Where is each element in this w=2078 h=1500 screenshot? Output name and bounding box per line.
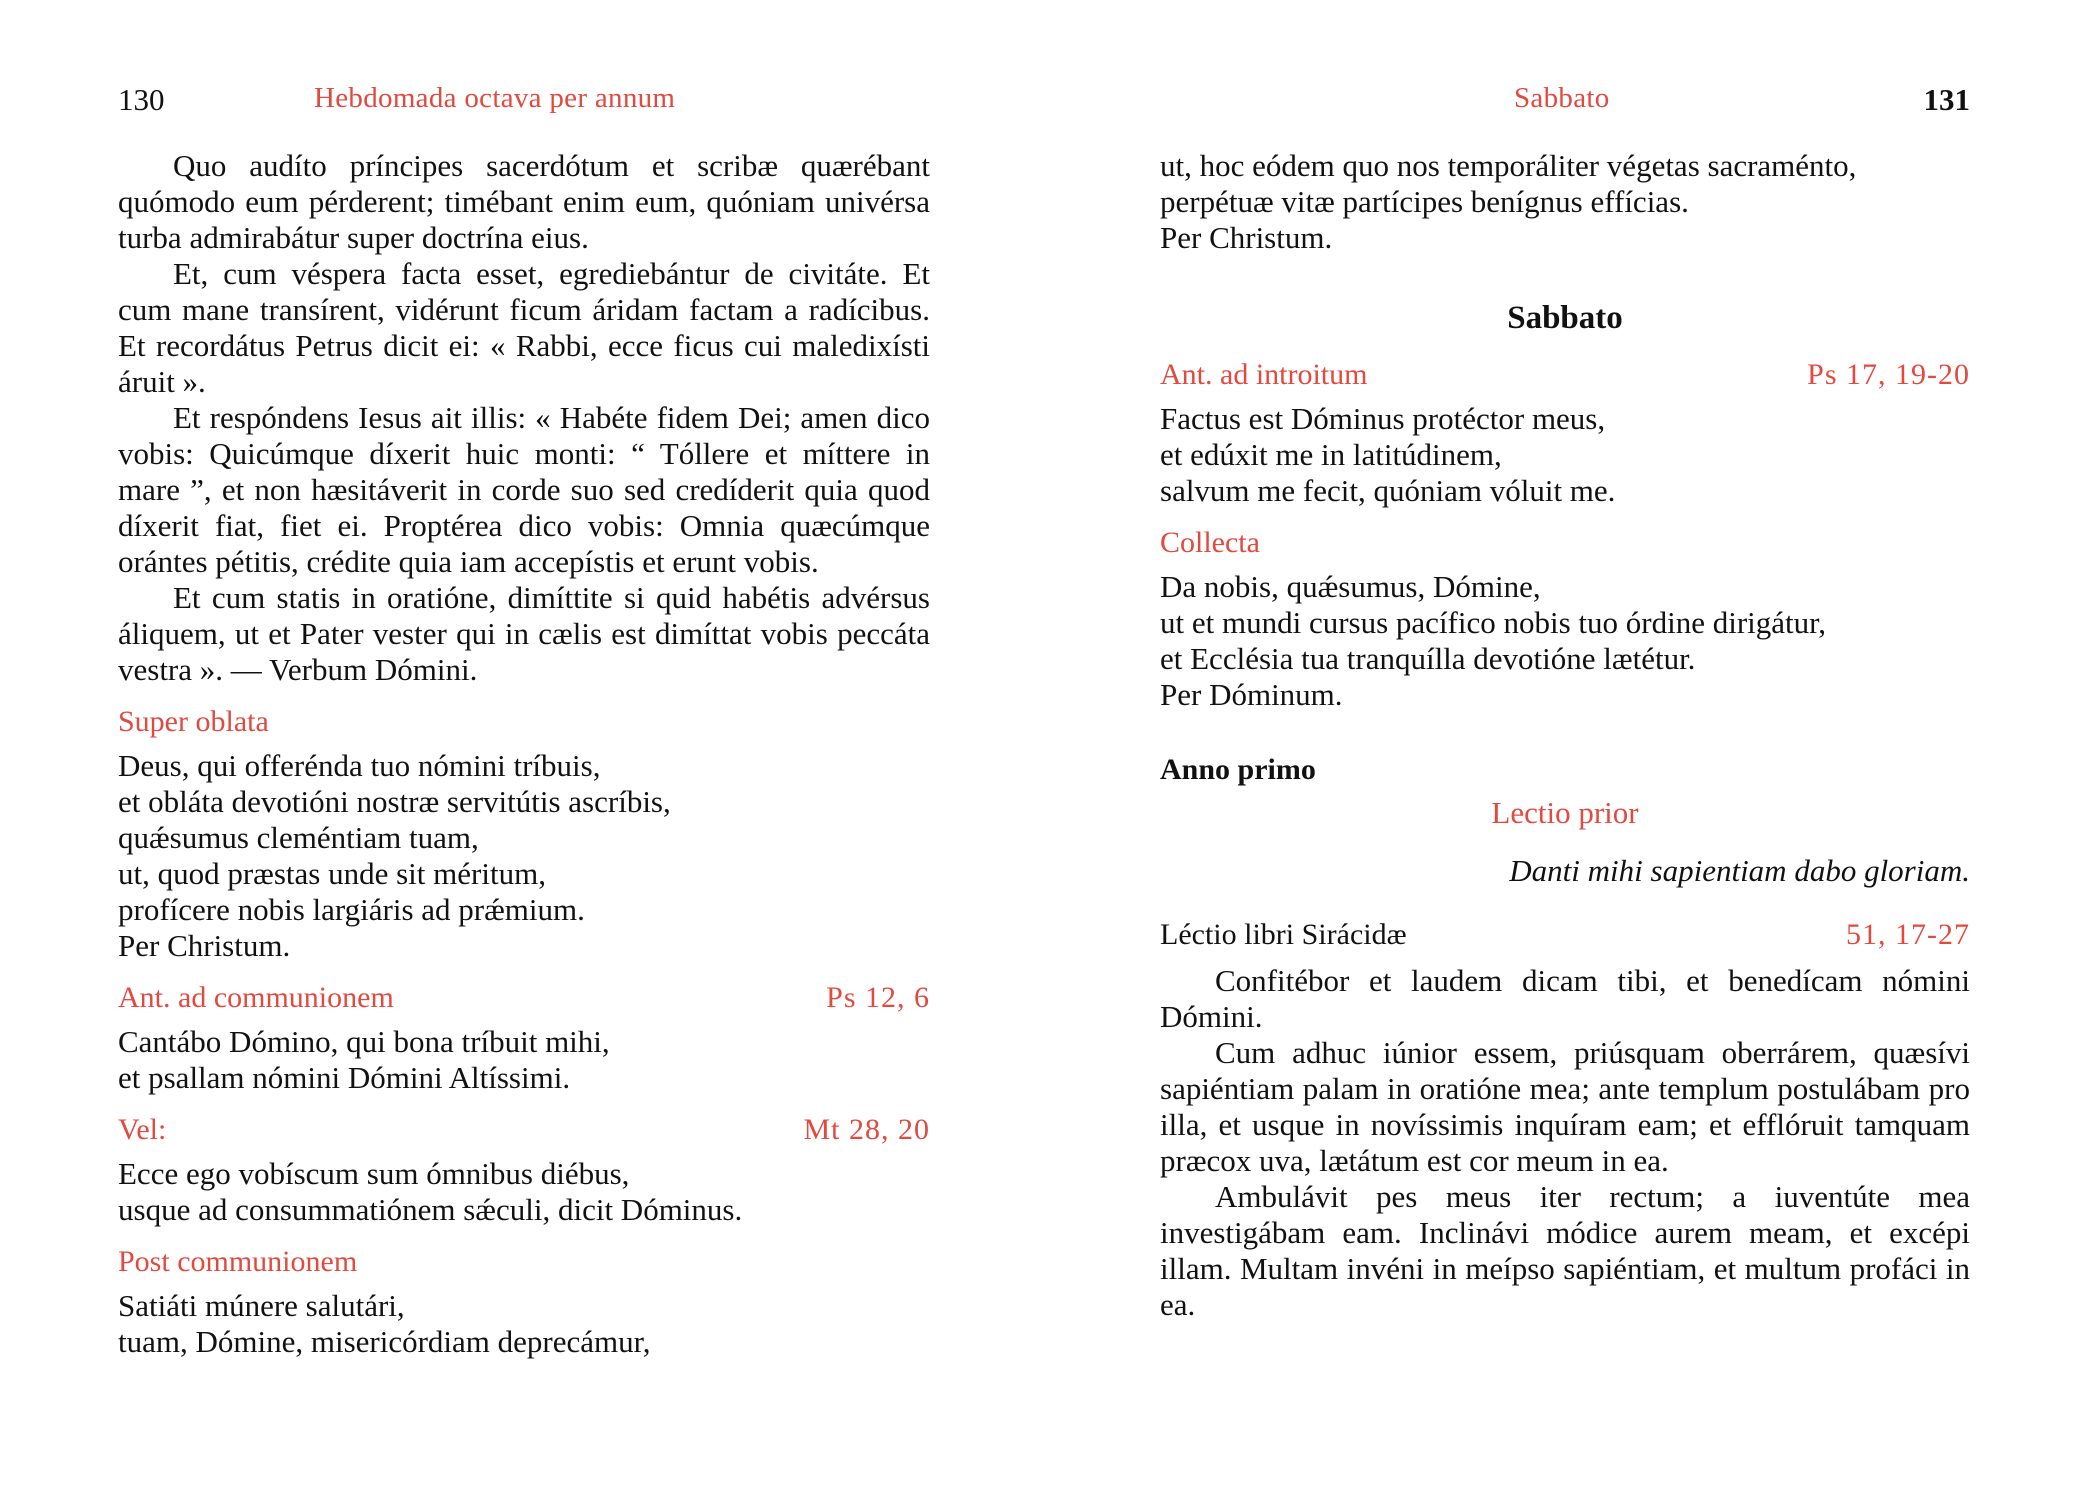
prayer-line: Satiáti múnere salutári, — [118, 1288, 405, 1323]
prayer-line: ut, hoc eódem quo nos temporáliter végetas sacraménto, — [1160, 148, 1857, 183]
super-oblata-text — [118, 748, 930, 964]
reading-paragraph: Cum adhuc iúnior essem, priúsquam oberrárem, quæsívi sapiéntiam palam in oratióne mea; ante templum postulábam pro illa, et usque in novíssimis inquíram eam; et efflóruit tamquam præcox uva, lætátum est cor meum in ea. — [1160, 1035, 1970, 1178]
vel-label: Vel: — [118, 1113, 167, 1146]
day-title: Sabbato — [1507, 300, 1623, 336]
reading-title: Léctio libri Sirácidæ — [1160, 918, 1407, 951]
prayer-line: Per Christum. — [1160, 220, 1333, 255]
running-head-right — [1160, 82, 1970, 132]
prayer-line: tuam, Dómine, misericórdiam deprecámur, — [118, 1324, 651, 1359]
gospel-paragraph: Et, cum véspera facta esset, egrediebántur de civitáte. Et cum mane transírent, vidérunt ficum áridam factam a radícibus. Et recordátus Petrus dicit ei: « Rabbi, ecce ficus cui maledixísti áruit ». — [118, 256, 930, 399]
collecta-label: Collecta — [1160, 526, 1260, 559]
left-page — [118, 0, 930, 1500]
reading-ref: 51, 17-27 — [1846, 918, 1970, 951]
prayer-line: perpétuæ vitæ partícipes benígnus effícias. — [1160, 184, 1689, 219]
prayer-line: Da nobis, quǽsumus, Dómine, — [1160, 569, 1541, 604]
anno-primo-heading: Anno primo — [1160, 753, 1316, 786]
post-communionem-label: Post communionem — [118, 1245, 358, 1278]
reading-paragraph: Confitébor et laudem dicam tibi, et benedícam nómini Dómini. — [1160, 963, 1970, 1034]
antiphon-line: Factus est Dóminus protéctor meus, — [1160, 401, 1606, 436]
antiphon-line: et psallam nómini Dómini Altíssimi. — [118, 1060, 571, 1095]
page-number-right: 131 — [1923, 82, 1970, 117]
gospel-paragraph: Et cum statis in oratióne, dimíttite si quid habétis advérsus áliquem, ut et Pater vester qui in cælis est dimíttat vobis peccáta vestra ». — Verbum Dómini. — [118, 580, 930, 687]
right-page — [1160, 0, 1970, 1500]
prayer-line: ut et mundi cursus pacífico nobis tuo órdine dirigátur, — [1160, 605, 1826, 640]
antiphon-line: usque ad consummatiónem sǽculi, dicit Dóminus. — [118, 1192, 743, 1227]
prayer-line: ut, quod præstas unde sit méritum, — [118, 856, 546, 891]
collecta-text — [1160, 569, 1970, 713]
reading-paragraph: Ambulávit pes meus iter rectum; a iuventúte mea investigábam eam. Inclinávi módice aurem meam, et excépi illam. Multam invéni in meípso sapiéntiam, et multum profáci in ea. — [1160, 1179, 1970, 1322]
left-content — [118, 148, 930, 1360]
prayer-line: Per Dóminum. — [1160, 677, 1343, 712]
prayer-line: et Ecclésia tua tranquílla devotióne lætétur. — [1160, 641, 1696, 676]
super-oblata-label: Super oblata — [118, 705, 269, 738]
post-communionem-text — [118, 1288, 930, 1360]
ant-introitum-text — [1160, 401, 1970, 509]
vel-heading — [118, 1112, 930, 1148]
prayer-line: Per Christum. — [118, 928, 291, 963]
ant-communionem-label: Ant. ad communionem — [118, 981, 394, 1014]
antiphon-line: Ecce ego vobíscum sum ómnibus diébus, — [118, 1156, 630, 1191]
vel-text — [118, 1156, 930, 1228]
ant-communionem-text — [118, 1024, 930, 1096]
ant-introitum-heading — [1160, 357, 1970, 393]
continuation-text — [1160, 148, 1970, 256]
prayer-line: quǽsumus cleméntiam tuam, — [118, 820, 479, 855]
antiphon-line: et edúxit me in latitúdinem, — [1160, 437, 1502, 472]
right-content — [1160, 148, 1970, 1323]
antiphon-line: salvum me fecit, quóniam vóluit me. — [1160, 473, 1616, 508]
ant-introitum-label: Ant. ad introitum — [1160, 358, 1368, 391]
reading-heading — [1160, 917, 1970, 953]
ant-communionem-heading — [118, 980, 930, 1016]
lectio-prior-heading: Lectio prior — [1491, 795, 1639, 830]
running-head-left — [118, 82, 930, 132]
ant-communionem-ref: Ps 12, 6 — [826, 981, 930, 1014]
gospel-paragraph: Quo audíto príncipes sacerdótum et scribæ quærébant quómodo eum pérderent; timébant enim eum, quóniam univérsa turba admirabátur super doctrína eius. — [118, 148, 930, 255]
antiphon-line: Cantábo Dómino, qui bona tríbuit mihi, — [118, 1024, 610, 1059]
page-number-left: 130 — [118, 82, 165, 117]
vel-ref: Mt 28, 20 — [803, 1113, 930, 1146]
running-head-title-left: Hebdomada octava per annum — [314, 82, 676, 114]
running-head-title-right: Sabbato — [1514, 82, 1610, 114]
prayer-line: Deus, qui offerénda tuo nómini tríbuis, — [118, 748, 601, 783]
prayer-line: profícere nobis largiáris ad prǽmium. — [118, 892, 585, 927]
gospel-paragraph: Et respóndens Iesus ait illis: « Habéte fidem Dei; amen dico vobis: Quicúmque díxerit huic monti: “ Tóllere et míttere in mare ”, et non hæsitáverit in corde suo sed credíderit quia quod díxerit fiat, fiet ei. Proptérea dico vobis: Omnia quæcúmque orántes pétitis, crédite quia iam accepístis et erunt vobis. — [118, 400, 930, 579]
prayer-line: et obláta devotióni nostræ servitútis ascríbis, — [118, 784, 671, 819]
ant-introitum-ref: Ps 17, 19-20 — [1807, 358, 1970, 391]
reading-epigraph: Danti mihi sapientiam dabo gloriam. — [1509, 853, 1970, 888]
